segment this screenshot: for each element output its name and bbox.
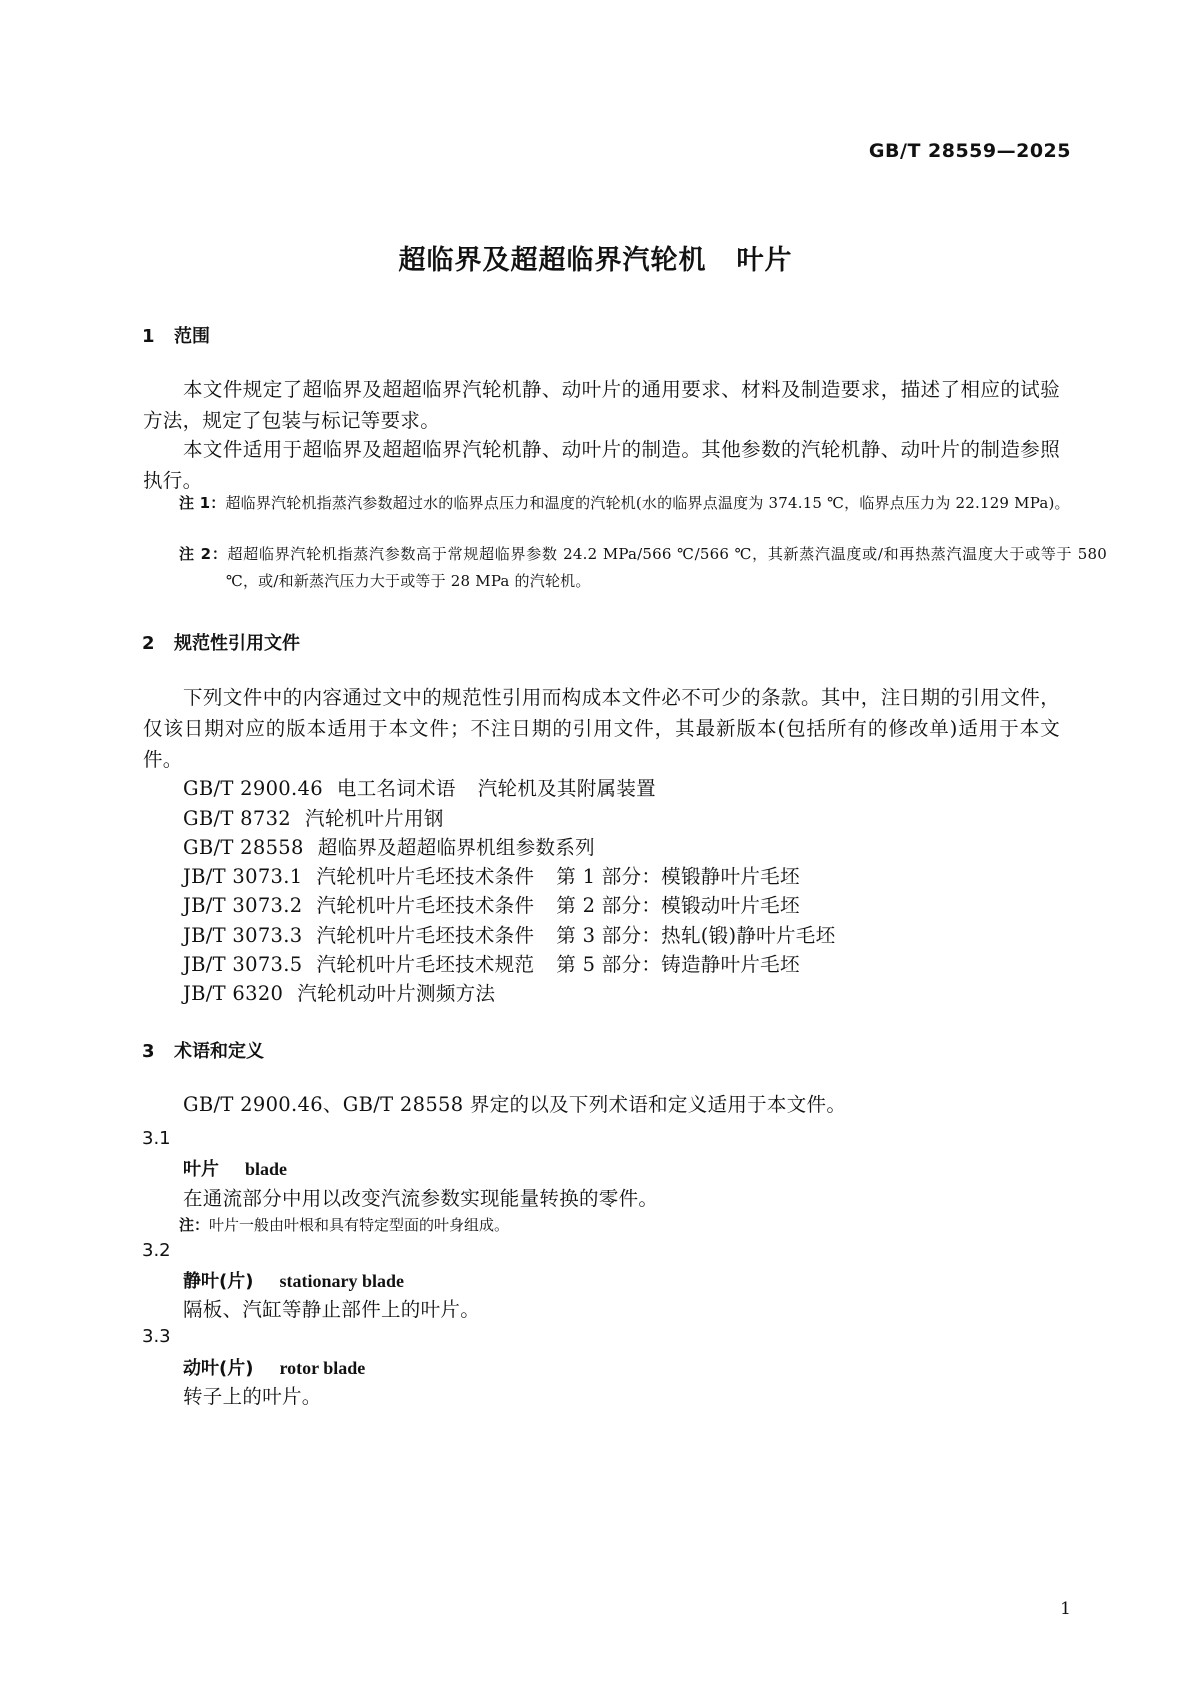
reference-item [183,803,444,831]
section-1-note-2 [179,541,1107,595]
section-1-paragraph-1: 本文件规定了超临界及超超临界汽轮机静、动叶片的通用要求、材料及制造要求，描述了相应的试验方法，规定了包装与标记等要求。 [143,378,1060,432]
section-2-heading [142,629,300,655]
reference-part: 第 5 部分：铸造静叶片毛坯 [556,953,800,976]
reference-item [183,773,656,801]
term-name-en: rotor blade [279,1358,366,1378]
reference-item [183,861,800,889]
document-title [0,238,1191,277]
reference-title: 电工名词术语 [336,777,456,800]
reference-title: 汽轮机叶片毛坯技术条件 [316,894,535,917]
term-number: 3.2 [142,1240,171,1261]
reference-code: JB/T 6320 [183,982,284,1005]
note-2-text: 超超临界汽轮机指蒸汽参数高于常规超临界参数 24.2 MPa/566 ℃/566 ℃，其新蒸汽温度或/和再热蒸汽温度大于或等于 580 ℃，或/和新蒸汽压力大于或等于 28 MPa 的汽轮机。 [226,545,1107,590]
term-definition: 隔板、汽缸等静止部件上的叶片。 [183,1298,481,1321]
reference-title: 汽轮机叶片毛坯技术条件 [316,924,535,947]
reference-title: 汽轮机叶片毛坯技术规范 [316,953,535,976]
section-3-intro: GB/T 2900.46、GB/T 28558 界定的以及下列术语和定义适用于本文件。 [183,1093,847,1116]
reference-code: JB/T 3073.3 [183,924,303,947]
section-1-note-1 [179,490,1107,517]
section-1-title: 范围 [174,326,210,347]
standard-code: GB/T 28559—2025 [868,140,1071,162]
section-1-paragraph-2: 本文件适用于超临界及超超临界汽轮机静、动叶片的制造。其他参数的汽轮机静、动叶片的制造参照执行。 [143,438,1060,492]
reference-code: JB/T 3073.2 [183,894,303,917]
term-number: 3.1 [142,1128,171,1149]
document-title-main: 超临界及超超临界汽轮机 [398,245,707,276]
section-3-number: 3 [142,1041,155,1062]
section-2-title: 规范性引用文件 [174,633,300,654]
section-3-title: 术语和定义 [174,1041,264,1062]
term-note-label: 注： [179,1216,210,1234]
reference-item [183,920,835,948]
term-note-text: 叶片一般由叶根和具有特定型面的叶身组成。 [209,1216,510,1234]
reference-code: JB/T 3073.5 [183,953,303,976]
reference-item [183,949,800,977]
reference-part: 汽轮机及其附属装置 [477,777,656,800]
term-name [183,1155,287,1181]
term-name-zh: 叶片 [183,1159,219,1180]
reference-title: 汽轮机动叶片测频方法 [297,982,496,1005]
reference-part: 第 2 部分：模锻动叶片毛坯 [556,894,800,917]
reference-part: 第 3 部分：热轧(锻)静叶片毛坯 [556,924,836,947]
page-number: 1 [1060,1599,1071,1619]
reference-title: 超临界及超超临界机组参数系列 [317,836,595,859]
term-definition: 在通流部分中用以改变汽流参数实现能量转换的零件。 [183,1187,659,1210]
reference-code: GB/T 28558 [183,836,304,859]
reference-title: 汽轮机叶片毛坯技术条件 [316,865,535,888]
note-1-label: 注 1： [179,494,226,512]
term-name-zh: 动叶(片) [183,1358,254,1379]
section-3-heading [142,1037,264,1063]
term-name-en: stationary blade [279,1271,404,1291]
reference-code: JB/T 3073.1 [183,865,303,888]
reference-part: 第 1 部分：模锻静叶片毛坯 [556,865,800,888]
reference-item [183,978,495,1006]
reference-item [183,832,595,860]
section-2-number: 2 [142,633,155,654]
reference-code: GB/T 2900.46 [183,777,323,800]
term-definition: 转子上的叶片。 [183,1385,322,1408]
section-1-heading [142,322,210,348]
note-2-label: 注 2： [179,545,228,563]
term-name [183,1354,365,1380]
section-1-number: 1 [142,326,155,347]
reference-title: 汽轮机叶片用钢 [305,807,444,830]
term-number: 3.3 [142,1326,171,1347]
reference-code: GB/T 8732 [183,807,292,830]
term-name [183,1267,404,1293]
document-title-sub: 叶片 [736,245,793,276]
section-2-paragraph: 下列文件中的内容通过文中的规范性引用而构成本文件必不可少的条款。其中，注日期的引用文件，仅该日期对应的版本适用于本文件；不注日期的引用文件，其最新版本(包括所有的修改单)适用于本文件。 [143,686,1060,771]
reference-item [183,890,800,918]
term-name-en: blade [245,1159,288,1179]
term-note [179,1214,509,1235]
term-name-zh: 静叶(片) [183,1271,254,1292]
note-1-text: 超临界汽轮机指蒸汽参数超过水的临界点压力和温度的汽轮机(水的临界点温度为 374.15 ℃，临界点压力为 22.129 MPa)。 [225,494,1070,512]
